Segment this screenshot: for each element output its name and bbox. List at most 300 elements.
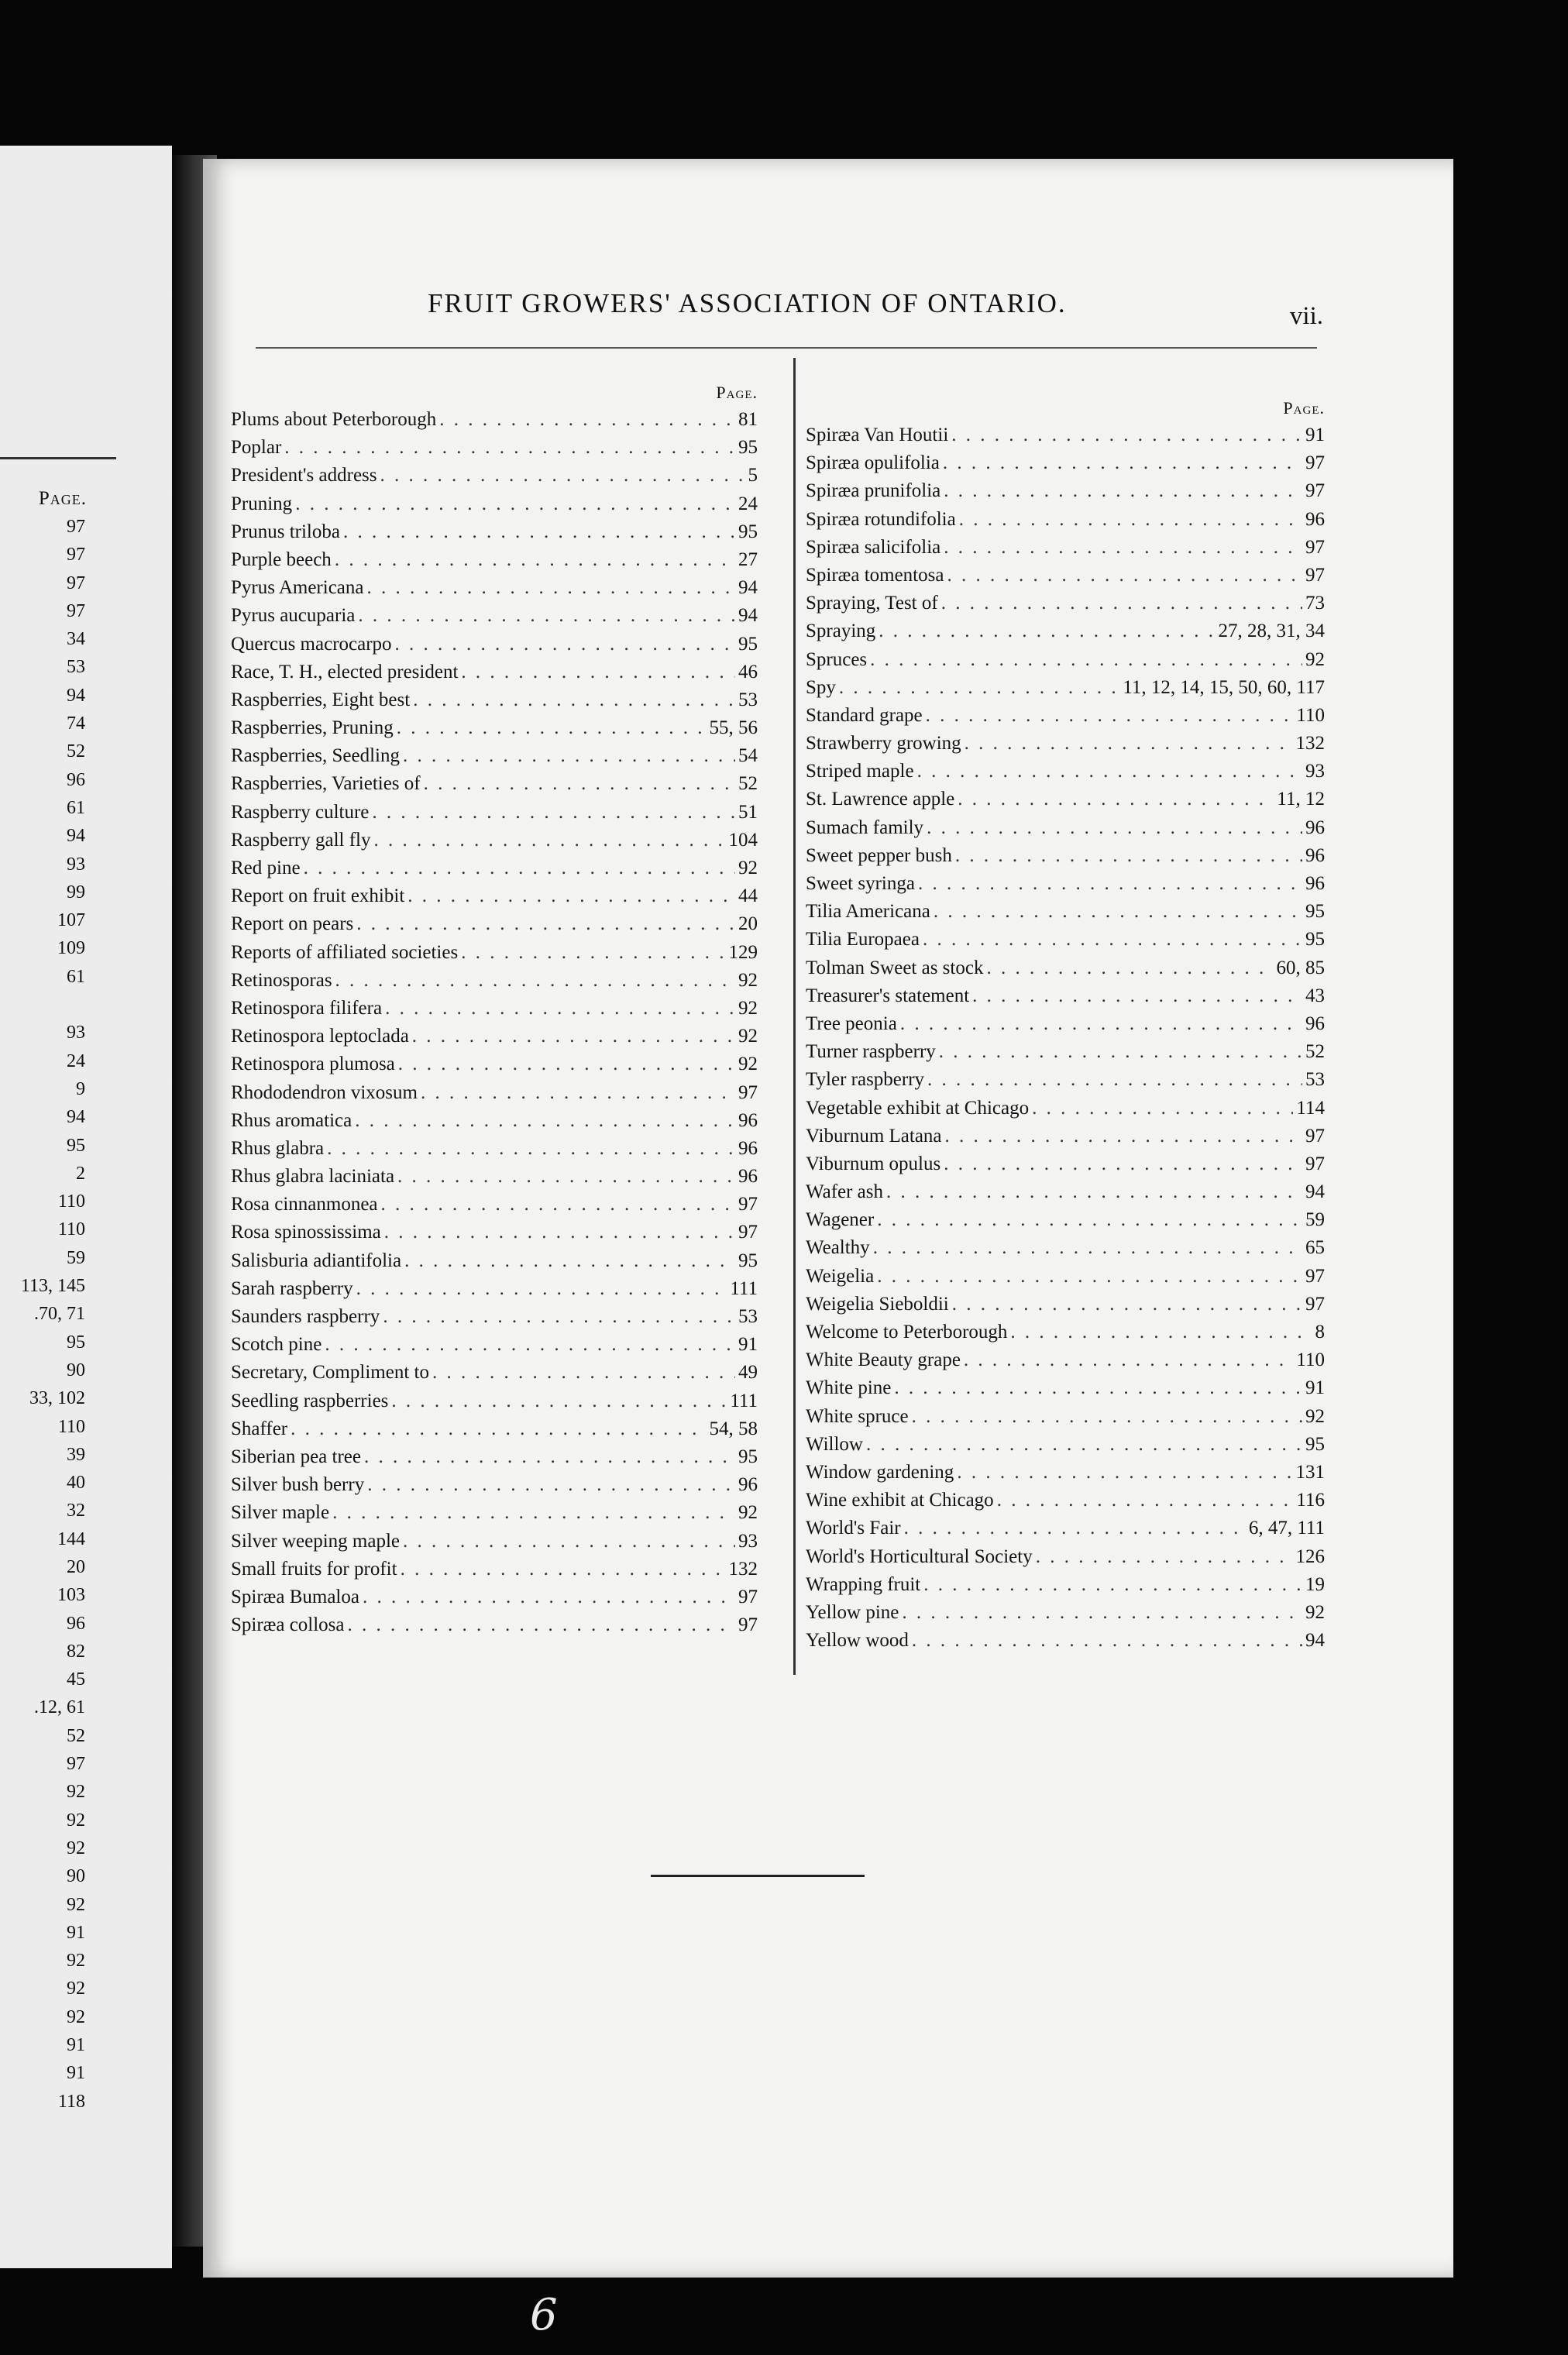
index-page-refs: 95 xyxy=(1305,929,1325,951)
dot-leader xyxy=(944,534,1302,562)
index-entry xyxy=(231,742,758,770)
index-term: Small fruits for profit xyxy=(231,1558,397,1580)
previous-page-number: 107 xyxy=(57,910,85,931)
index-entry xyxy=(806,1599,1325,1627)
index-page-refs: 43 xyxy=(1305,985,1325,1006)
index-page-refs: 92 xyxy=(738,1502,758,1524)
index-page-refs: 126 xyxy=(1295,1545,1325,1567)
previous-page-number: 95 xyxy=(67,1135,85,1156)
previous-page-number: 53 xyxy=(67,657,85,678)
index-term: Retinosporas xyxy=(231,969,332,991)
index-page-refs: 59 xyxy=(1305,1209,1325,1231)
previous-page-number: 99 xyxy=(67,882,85,902)
index-page-refs: 54, 58 xyxy=(709,1418,758,1439)
index-entry xyxy=(806,477,1325,505)
index-page-refs: 111 xyxy=(730,1390,758,1411)
index-entry xyxy=(231,1359,758,1387)
index-term: Rhododendron vixosum xyxy=(231,1081,418,1103)
index-term: Sweet syringa xyxy=(806,873,915,894)
dot-leader xyxy=(957,1459,1292,1487)
index-term: Rhus glabra laciniata xyxy=(231,1166,395,1188)
index-entry xyxy=(231,967,758,995)
index-page-refs: 95 xyxy=(738,1250,758,1271)
index-entry xyxy=(231,854,758,882)
index-entry xyxy=(231,995,758,1023)
index-term: Striped maple xyxy=(806,761,914,782)
index-term: Spraying, Test of xyxy=(806,593,938,614)
index-entry xyxy=(231,1499,758,1527)
index-term: Yellow wood xyxy=(806,1630,909,1652)
index-column-left xyxy=(231,380,758,1639)
dot-leader xyxy=(395,631,735,658)
previous-page-number: 39 xyxy=(67,1444,85,1465)
index-page-refs: 73 xyxy=(1305,593,1325,614)
dot-leader xyxy=(401,1556,726,1583)
index-entry xyxy=(806,1627,1325,1655)
index-page-refs: 110 xyxy=(1296,1349,1325,1371)
dot-leader xyxy=(332,1499,735,1527)
index-page-refs: 95 xyxy=(738,1446,758,1467)
index-entry xyxy=(231,490,758,518)
dot-leader xyxy=(912,1403,1302,1431)
previous-page-fragment xyxy=(0,146,172,2268)
index-term: Spiræa collosa xyxy=(231,1614,345,1636)
previous-page-number: 92 xyxy=(67,1810,85,1831)
index-term: Yellow pine xyxy=(806,1601,899,1623)
page-number: vii. xyxy=(1289,302,1323,330)
index-term: Spiræa salicifolia xyxy=(806,536,941,558)
dot-leader xyxy=(348,1611,735,1639)
page-column-heading: Page. xyxy=(716,383,758,402)
index-entry xyxy=(806,982,1325,1010)
index-entry xyxy=(231,1528,758,1556)
previous-page-number: 32 xyxy=(67,1501,85,1521)
index-entry xyxy=(806,1543,1325,1571)
dot-leader xyxy=(904,1514,1246,1542)
index-term: White Beauty grape xyxy=(806,1349,961,1371)
dot-leader xyxy=(398,1050,735,1078)
index-term: White spruce xyxy=(806,1405,909,1427)
index-page-refs: 24 xyxy=(738,493,758,514)
dot-leader xyxy=(391,1387,727,1415)
index-page-refs: 44 xyxy=(738,885,758,907)
dot-leader xyxy=(284,434,735,462)
index-page-refs: 49 xyxy=(738,1362,758,1384)
dot-leader xyxy=(894,1374,1302,1402)
index-page-refs: 96 xyxy=(1305,508,1325,530)
dot-leader xyxy=(291,1415,706,1443)
index-term: President's address xyxy=(231,465,377,486)
index-page-refs: 96 xyxy=(738,1166,758,1188)
index-page-refs: 20 xyxy=(738,913,758,935)
index-entry xyxy=(806,1150,1325,1178)
index-page-refs: 81 xyxy=(738,409,758,430)
previous-page-number: 103 xyxy=(57,1585,85,1606)
index-entry xyxy=(231,1023,758,1050)
index-page-refs: 5 xyxy=(748,465,758,486)
previous-page-column-heading: Page. xyxy=(38,488,87,509)
previous-page-number: 92 xyxy=(67,1782,85,1803)
index-term: Raspberries, Eight best xyxy=(231,689,411,710)
previous-page-number: 45 xyxy=(67,1669,85,1690)
index-term: Siberian pea tree xyxy=(231,1446,361,1467)
index-term: Salisburia adiantifolia xyxy=(231,1250,402,1271)
index-term: Tree peonia xyxy=(806,1012,897,1034)
index-page-refs: 92 xyxy=(738,858,758,878)
index-page-refs: 95 xyxy=(738,437,758,459)
dot-leader xyxy=(385,995,735,1023)
index-entry xyxy=(806,926,1325,954)
previous-page-number: 94 xyxy=(67,685,85,706)
dot-leader xyxy=(944,477,1302,505)
index-term: Window gardening xyxy=(806,1461,954,1483)
index-term: Raspberries, Varieties of xyxy=(231,773,421,795)
dot-leader xyxy=(997,1487,1294,1514)
index-entry xyxy=(231,1415,758,1443)
dot-leader xyxy=(380,462,745,490)
dot-leader xyxy=(366,574,735,602)
index-entry xyxy=(231,799,758,827)
index-page-refs: 53 xyxy=(738,689,758,710)
index-entry xyxy=(231,1556,758,1583)
index-page-refs: 92 xyxy=(1305,1601,1325,1623)
index-term: Spiræa rotundifolia xyxy=(806,508,956,530)
dot-leader xyxy=(424,770,735,798)
index-term: Raspberries, Seedling xyxy=(231,745,401,767)
index-page-refs: 92 xyxy=(738,969,758,991)
previous-page-number: 24 xyxy=(67,1050,85,1071)
index-entry xyxy=(806,1234,1325,1262)
index-entry xyxy=(806,1346,1325,1374)
index-page-refs: 55, 56 xyxy=(709,717,758,739)
index-entry xyxy=(806,758,1325,786)
index-entry xyxy=(806,421,1325,449)
previous-page-number: 82 xyxy=(67,1641,85,1662)
dot-leader xyxy=(877,1263,1302,1291)
index-page-refs: 132 xyxy=(1295,733,1325,755)
previous-page-number: 92 xyxy=(67,1951,85,1972)
index-page-refs: 97 xyxy=(1305,536,1325,558)
dot-leader xyxy=(367,1471,735,1499)
index-entry xyxy=(231,1079,758,1107)
index-entry xyxy=(806,449,1325,477)
dot-leader xyxy=(384,1219,735,1246)
index-entry xyxy=(806,590,1325,617)
dot-leader xyxy=(421,1079,735,1107)
index-page-refs: 96 xyxy=(738,1109,758,1131)
index-page-refs: 95 xyxy=(1305,1433,1325,1455)
index-term: Raspberries, Pruning xyxy=(231,717,394,739)
index-page-refs: 94 xyxy=(738,605,758,627)
previous-page-page-numbers xyxy=(0,513,85,2116)
index-page-refs: 96 xyxy=(1305,873,1325,894)
index-term: Plums about Peterborough xyxy=(231,409,437,430)
dot-leader xyxy=(383,1303,735,1331)
dot-leader xyxy=(923,926,1302,954)
index-page-refs: 92 xyxy=(1305,648,1325,670)
index-page-refs: 92 xyxy=(738,1054,758,1075)
index-page-refs: 95 xyxy=(738,521,758,542)
dot-leader xyxy=(900,1010,1302,1038)
previous-page-number: 92 xyxy=(67,1838,85,1858)
previous-page-number: 110 xyxy=(57,1191,85,1212)
index-entry xyxy=(806,1066,1325,1094)
dot-leader xyxy=(947,562,1302,590)
index-term: Spy xyxy=(806,676,836,698)
dot-leader xyxy=(403,1528,735,1556)
index-term: Silver maple xyxy=(231,1502,330,1524)
index-page-refs: 11, 12 xyxy=(1277,789,1325,810)
dot-leader xyxy=(839,674,1119,702)
dot-leader xyxy=(432,1359,735,1387)
dot-leader xyxy=(439,406,735,434)
index-page-refs: 52 xyxy=(1305,1041,1325,1063)
index-entry xyxy=(806,506,1325,534)
index-term: Raspberry culture xyxy=(231,801,370,823)
index-term: Retinospora leptoclada xyxy=(231,1026,409,1047)
dot-leader xyxy=(355,1107,735,1135)
index-entry xyxy=(231,1219,758,1246)
previous-page-number: 110 xyxy=(57,1219,85,1240)
index-term: Rhus aromatica xyxy=(231,1109,352,1131)
previous-page-number: 92 xyxy=(67,2006,85,2027)
previous-page-number: 109 xyxy=(57,938,85,959)
index-term: Report on pears xyxy=(231,913,354,935)
index-entry xyxy=(806,617,1325,645)
index-entry xyxy=(806,1571,1325,1599)
index-term: Rosa cinnanmonea xyxy=(231,1194,378,1215)
index-term: Raspberry gall fly xyxy=(231,829,371,851)
dot-leader xyxy=(927,814,1302,842)
dot-leader xyxy=(955,842,1302,870)
index-term: Pruning xyxy=(231,493,293,514)
dot-leader xyxy=(951,421,1302,449)
index-term: Silver bush berry xyxy=(231,1474,365,1496)
index-term: Viburnum opulus xyxy=(806,1153,941,1174)
index-entry xyxy=(806,1431,1325,1459)
index-page-refs: 19 xyxy=(1305,1573,1325,1595)
index-page-refs: 131 xyxy=(1295,1461,1325,1483)
previous-page-number: 2 xyxy=(76,1163,85,1184)
index-entry xyxy=(806,1374,1325,1402)
dot-leader xyxy=(927,1066,1302,1094)
index-entry xyxy=(231,827,758,854)
index-entry xyxy=(806,1178,1325,1206)
dot-leader xyxy=(325,1331,735,1359)
dot-leader xyxy=(1036,1543,1293,1571)
index-page-refs: 97 xyxy=(738,1586,758,1607)
previous-page-number: 113, 145 xyxy=(20,1276,85,1297)
previous-page-number: 61 xyxy=(67,966,85,987)
previous-page-number: 90 xyxy=(67,1866,85,1887)
dot-leader xyxy=(358,602,735,630)
index-term: Standard grape xyxy=(806,704,923,726)
index-term: Wafer ash xyxy=(806,1181,884,1203)
previous-page-number: 33, 102 xyxy=(29,1388,85,1409)
index-term: Retinospora plumosa xyxy=(231,1054,395,1075)
dot-leader xyxy=(972,982,1302,1010)
index-term: Poplar xyxy=(231,437,282,459)
previous-page-number: 96 xyxy=(67,1613,85,1634)
index-page-refs: 110 xyxy=(1296,704,1325,726)
index-term: Sumach family xyxy=(806,817,924,838)
previous-page-number: 34 xyxy=(67,629,85,650)
index-page-refs: 96 xyxy=(738,1137,758,1159)
dot-leader xyxy=(959,506,1302,534)
previous-page-number: 96 xyxy=(67,769,85,790)
dot-leader xyxy=(404,1247,735,1275)
index-term: Reports of affiliated societies xyxy=(231,941,459,963)
index-column-right xyxy=(806,395,1325,1655)
index-entry xyxy=(231,631,758,658)
index-page-refs: 60, 85 xyxy=(1276,957,1325,978)
index-entry xyxy=(231,546,758,574)
previous-page-number: 74 xyxy=(67,713,85,734)
dot-leader xyxy=(886,1178,1302,1206)
dot-leader xyxy=(1010,1318,1312,1346)
dot-leader xyxy=(335,546,735,574)
index-term: Spruces xyxy=(806,648,868,670)
dot-leader xyxy=(403,742,735,770)
index-page-refs: 52 xyxy=(738,773,758,795)
index-entry xyxy=(806,646,1325,674)
dot-leader xyxy=(356,910,735,938)
index-term: Weigelia xyxy=(806,1265,875,1287)
index-page-refs: 27, 28, 31, 34 xyxy=(1218,621,1325,642)
index-entry xyxy=(806,1122,1325,1150)
index-term: Spiræa tomentosa xyxy=(806,564,944,586)
dot-leader xyxy=(944,1150,1302,1178)
index-entry xyxy=(806,814,1325,842)
index-entry xyxy=(231,1331,758,1359)
page-column-heading: Page. xyxy=(1283,398,1325,418)
index-entry xyxy=(806,1459,1325,1487)
dot-leader xyxy=(364,1443,735,1471)
index-term: Willow xyxy=(806,1433,863,1455)
index-term: Sarah raspberry xyxy=(231,1277,353,1299)
index-page-refs: 54 xyxy=(738,745,758,767)
index-page-refs: 91 xyxy=(738,1334,758,1356)
index-page-refs: 95 xyxy=(738,633,758,655)
previous-page-number: 97 xyxy=(67,572,85,593)
index-entry xyxy=(231,1387,758,1415)
index-page-refs: 129 xyxy=(728,941,758,963)
index-term: Secretary, Compliment to xyxy=(231,1362,429,1384)
index-term: Wagener xyxy=(806,1209,875,1231)
index-term: Rosa spinossissima xyxy=(231,1222,381,1243)
index-term: St. Lawrence apple xyxy=(806,789,955,810)
index-term: Treasurer's statement xyxy=(806,985,970,1006)
index-entries xyxy=(806,421,1325,1655)
index-term: Pyrus Americana xyxy=(231,577,364,599)
index-page-refs: 97 xyxy=(1305,1293,1325,1315)
index-term: Strawberry growing xyxy=(806,733,961,755)
index-term: Tilia Europaea xyxy=(806,929,920,951)
dot-leader xyxy=(986,954,1273,982)
index-page-refs: 97 xyxy=(1305,1265,1325,1287)
previous-page-number: 97 xyxy=(67,517,85,537)
dot-leader xyxy=(873,1234,1302,1262)
index-entry xyxy=(806,870,1325,898)
index-page-refs: 111 xyxy=(730,1277,758,1299)
index-term: Turner raspberry xyxy=(806,1041,936,1063)
index-entry xyxy=(231,434,758,462)
index-entry xyxy=(231,714,758,742)
index-page-refs: 97 xyxy=(1305,1125,1325,1147)
index-entry xyxy=(231,518,758,546)
index-entry xyxy=(806,562,1325,590)
index-page-refs: 96 xyxy=(738,1474,758,1496)
dot-leader xyxy=(918,870,1302,898)
dot-leader xyxy=(1032,1095,1293,1122)
dot-leader xyxy=(372,799,735,827)
index-page-refs: 97 xyxy=(1305,480,1325,502)
index-entry xyxy=(231,770,758,798)
index-term: White pine xyxy=(806,1377,892,1399)
index-term: Tyler raspberry xyxy=(806,1069,925,1091)
dot-leader xyxy=(943,449,1302,477)
index-page-refs: 65 xyxy=(1305,1237,1325,1259)
index-entry xyxy=(231,574,758,602)
index-term: Pyrus aucuparia xyxy=(231,605,356,627)
previous-page-number: .12, 61 xyxy=(34,1697,85,1718)
index-page-refs: 27 xyxy=(738,548,758,570)
index-entry xyxy=(806,1010,1325,1038)
index-term: Red pine xyxy=(231,858,301,878)
index-term: Quercus macrocarpo xyxy=(231,633,392,655)
previous-page-number: 61 xyxy=(67,797,85,818)
dot-leader xyxy=(397,1163,735,1191)
dot-leader xyxy=(952,1291,1302,1318)
index-entry xyxy=(806,674,1325,702)
index-entry xyxy=(806,1487,1325,1514)
index-page-refs: 93 xyxy=(1305,761,1325,782)
dot-leader xyxy=(965,730,1293,758)
dot-leader xyxy=(939,1038,1302,1066)
index-entries xyxy=(231,406,758,1639)
index-term: Weigelia Sieboldii xyxy=(806,1293,949,1315)
dot-leader xyxy=(958,786,1274,813)
dot-leader xyxy=(912,1627,1302,1655)
index-page-refs: 92 xyxy=(738,1026,758,1047)
index-entry xyxy=(806,1514,1325,1542)
dot-leader xyxy=(374,827,726,854)
index-entry xyxy=(231,1611,758,1639)
index-term: World's Horticultural Society xyxy=(806,1545,1033,1567)
index-term: Wealthy xyxy=(806,1237,870,1259)
index-entry xyxy=(231,910,758,938)
index-page-refs: 46 xyxy=(738,661,758,682)
dot-leader xyxy=(304,854,735,882)
dot-leader xyxy=(407,882,735,910)
previous-page-number: 20 xyxy=(67,1556,85,1577)
index-entry xyxy=(806,1403,1325,1431)
previous-page-number: 97 xyxy=(67,545,85,566)
index-entry xyxy=(231,1443,758,1471)
previous-page-number: 94 xyxy=(67,1107,85,1128)
index-term: Prunus triloba xyxy=(231,521,340,542)
index-term: Spiræa Van Houtii xyxy=(806,425,949,445)
index-entry xyxy=(231,1050,758,1078)
previous-page-number: 97 xyxy=(67,600,85,621)
index-entry xyxy=(231,882,758,910)
dot-leader xyxy=(866,1431,1302,1459)
index-page-refs: 114 xyxy=(1296,1097,1325,1119)
index-entry xyxy=(806,898,1325,926)
dot-leader xyxy=(934,898,1302,926)
previous-page-number: 91 xyxy=(67,2063,85,2084)
index-entry xyxy=(231,602,758,630)
